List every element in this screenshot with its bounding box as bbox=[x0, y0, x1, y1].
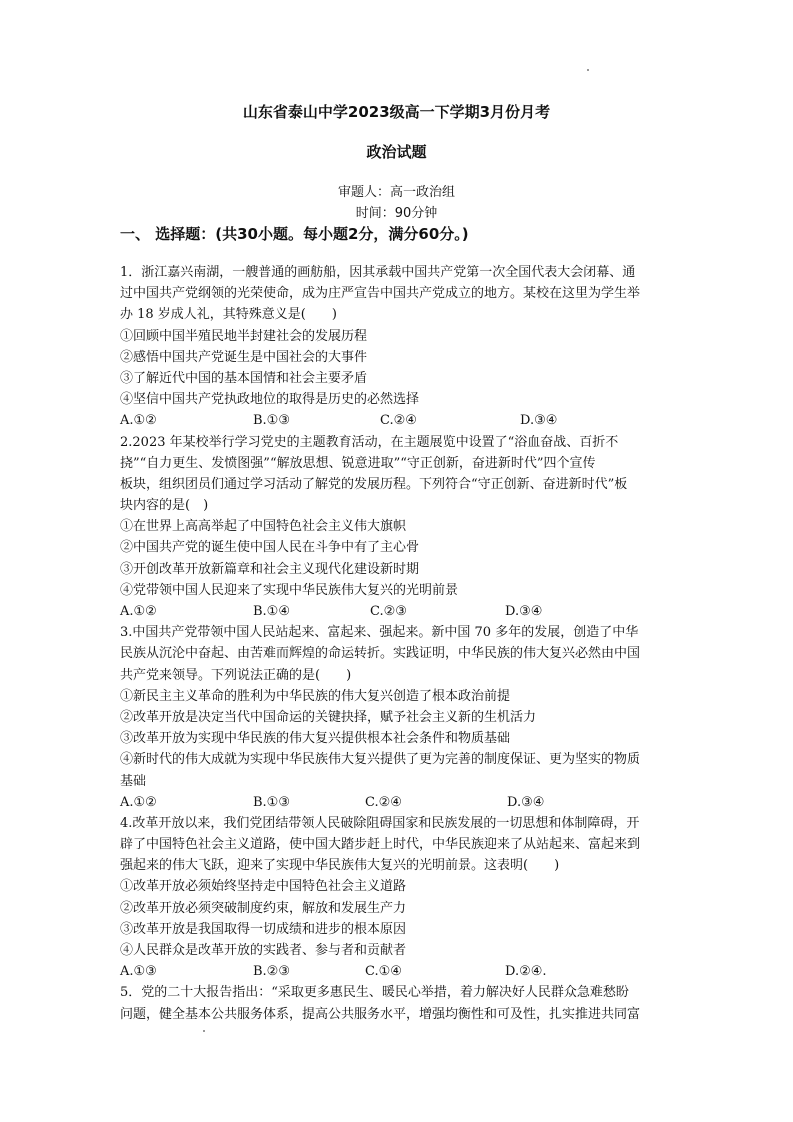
question-line: 办 18 岁成人礼，其特殊意义是( ) bbox=[120, 307, 337, 323]
option-c: C.①④ bbox=[365, 964, 402, 980]
question-line: ②改革开放必须突破制度约束，解放和发展生产力 bbox=[120, 900, 407, 916]
question-2 bbox=[120, 432, 680, 623]
question-line: 共产党来领导。下列说法正确的是( ) bbox=[120, 667, 352, 683]
option-d: D.③④ bbox=[520, 413, 558, 429]
question-3 bbox=[120, 622, 680, 813]
option-a: A.①② bbox=[120, 604, 157, 619]
question-line: 问题，健全基本公共服务体系，提高公共服务水平，增强均衡性和可及性，扎实推进共同富 bbox=[120, 1006, 641, 1022]
question-line: ④党带领中国人民迎来了实现中华民族伟大复兴的光明前景 bbox=[120, 582, 459, 598]
question-line: 民族从沉沦中奋起、由苦难而辉煌的命运转折。实践证明，中华民族的伟大复兴必然由中国 bbox=[120, 646, 641, 662]
question-line: ②改革开放是决定当代中国命运的关键抉择，赋予社会主义新的生机活力 bbox=[120, 709, 537, 725]
question-4 bbox=[120, 813, 680, 983]
question-line: ②感悟中国共产党诞生是中国社会的大事件 bbox=[120, 349, 368, 365]
option-b: B.①③ bbox=[253, 413, 290, 429]
option-d: D.②④. bbox=[505, 964, 547, 980]
question-line: ③了解近代中国的基本国情和社会主要矛盾 bbox=[120, 370, 368, 386]
subject-title: 政治试题 bbox=[366, 143, 427, 161]
exam-title: 山东省泰山中学2023级高一下学期3月份月考 bbox=[242, 103, 551, 121]
question-line: 块内容的是( ) bbox=[120, 498, 209, 514]
question-line: 基础 bbox=[120, 773, 147, 789]
question-line: ①改革开放必须始终坚持走中国特色社会主义道路 bbox=[120, 879, 407, 895]
question-line: ③改革开放为实现中华民族的伟大复兴提供根本社会条件和物质基础 bbox=[120, 731, 511, 747]
question-line: ③开创改革开放新篇章和社会主义现代化建设新时期 bbox=[120, 561, 420, 577]
option-b: B.①④ bbox=[253, 604, 290, 619]
question-line: ③改革开放是我国取得一切成绩和进步的根本原因 bbox=[120, 921, 407, 937]
answer-options bbox=[120, 792, 680, 813]
option-a: A.①② bbox=[120, 413, 157, 429]
question-line: 5．党的二十大报告指出：“采取更多惠民生、暖民心举措，着力解决好人民群众急难愁盼 bbox=[120, 985, 629, 1001]
question-line: ①回顾中国半殖民地半封建社会的发展历程 bbox=[120, 328, 368, 344]
option-a: A.①② bbox=[120, 794, 157, 810]
question-list bbox=[120, 262, 680, 1025]
question-line: ④人民群众是改革开放的实践者、参与者和贡献者 bbox=[120, 943, 407, 958]
question-line: 3.中国共产党带领中国人民站起来、富起来、强起来。新中国 70 多年的发展，创造了中华 bbox=[120, 625, 639, 641]
question-line: ④坚信中国共产党执政地位的取得是历史的必然选择 bbox=[120, 392, 420, 408]
option-c: C.②④ bbox=[380, 413, 417, 429]
question-line: 辟了中国特色社会主义道路，使中国大踏步赶上时代，中华民族迎来了从站起来、富起来到 bbox=[120, 837, 641, 853]
time-line: 时间：90分钟 bbox=[355, 206, 438, 221]
question-5 bbox=[120, 982, 680, 1024]
question-line: 4.改革开放以来，我们党团结带领人民破除阻碍国家和民族发展的一切思想和体制障碍，开 bbox=[120, 815, 640, 831]
option-b: B.②③ bbox=[253, 964, 290, 980]
scan-dot bbox=[203, 1030, 205, 1032]
question-line: 2.2023 年某校举行学习党史的主题教育活动，在主题展览中设置了“浴血奋战、百折不 bbox=[120, 434, 619, 450]
answer-options bbox=[120, 410, 680, 431]
question-line: ①在世界上高高举起了中国特色社会主义伟大旗帜 bbox=[120, 519, 407, 535]
answer-options bbox=[120, 961, 680, 982]
section-heading: 一、 选择题：(共30小题。每小题2分，满分60分。) bbox=[120, 225, 469, 243]
question-line: ①新民主主义革命的胜利为中华民族的伟大复兴创造了根本政治前提 bbox=[120, 688, 511, 704]
scan-dot bbox=[587, 69, 589, 71]
option-a: A.①③ bbox=[120, 964, 157, 980]
question-line: 1．浙江嘉兴南湖，一艘普通的画舫船，因其承载中国共产党第一次全国代表大会闭幕、通 bbox=[120, 265, 636, 280]
question-1 bbox=[120, 262, 680, 432]
question-line: 板块，组织团员们通过学习活动了解党的发展历程。下列符合“守正创新、奋进新时代”板 bbox=[120, 476, 628, 492]
option-b: B.①③ bbox=[253, 794, 290, 810]
question-line: 强起来的伟大飞跃，迎来了实现中华民族伟大复兴的光明前景。这表明( ) bbox=[120, 858, 560, 874]
option-c: C.②④ bbox=[365, 794, 402, 810]
option-d: D.③④ bbox=[507, 794, 545, 810]
reviewer-line: 审题人：高一政治组 bbox=[337, 185, 455, 200]
question-line: ④新时代的伟大成就为实现中华民族伟大复兴提供了更为完善的制度保证、更为坚实的物质 bbox=[120, 752, 641, 768]
question-line: 过中国共产党纲领的光荣使命，成为庄严宣告中国共产党成立的地方。某校在这里为学生举 bbox=[120, 286, 641, 302]
option-c: C.②③ bbox=[370, 604, 407, 619]
question-line: 挠”“自力更生、发愤图强”“解放思想、锐意进取”“守正创新，奋进新时代”四个宣传 bbox=[120, 455, 596, 471]
option-d: D.③④ bbox=[505, 604, 543, 619]
answer-options bbox=[120, 601, 680, 622]
question-line: ②中国共产党的诞生使中国人民在斗争中有了主心骨 bbox=[120, 540, 420, 556]
